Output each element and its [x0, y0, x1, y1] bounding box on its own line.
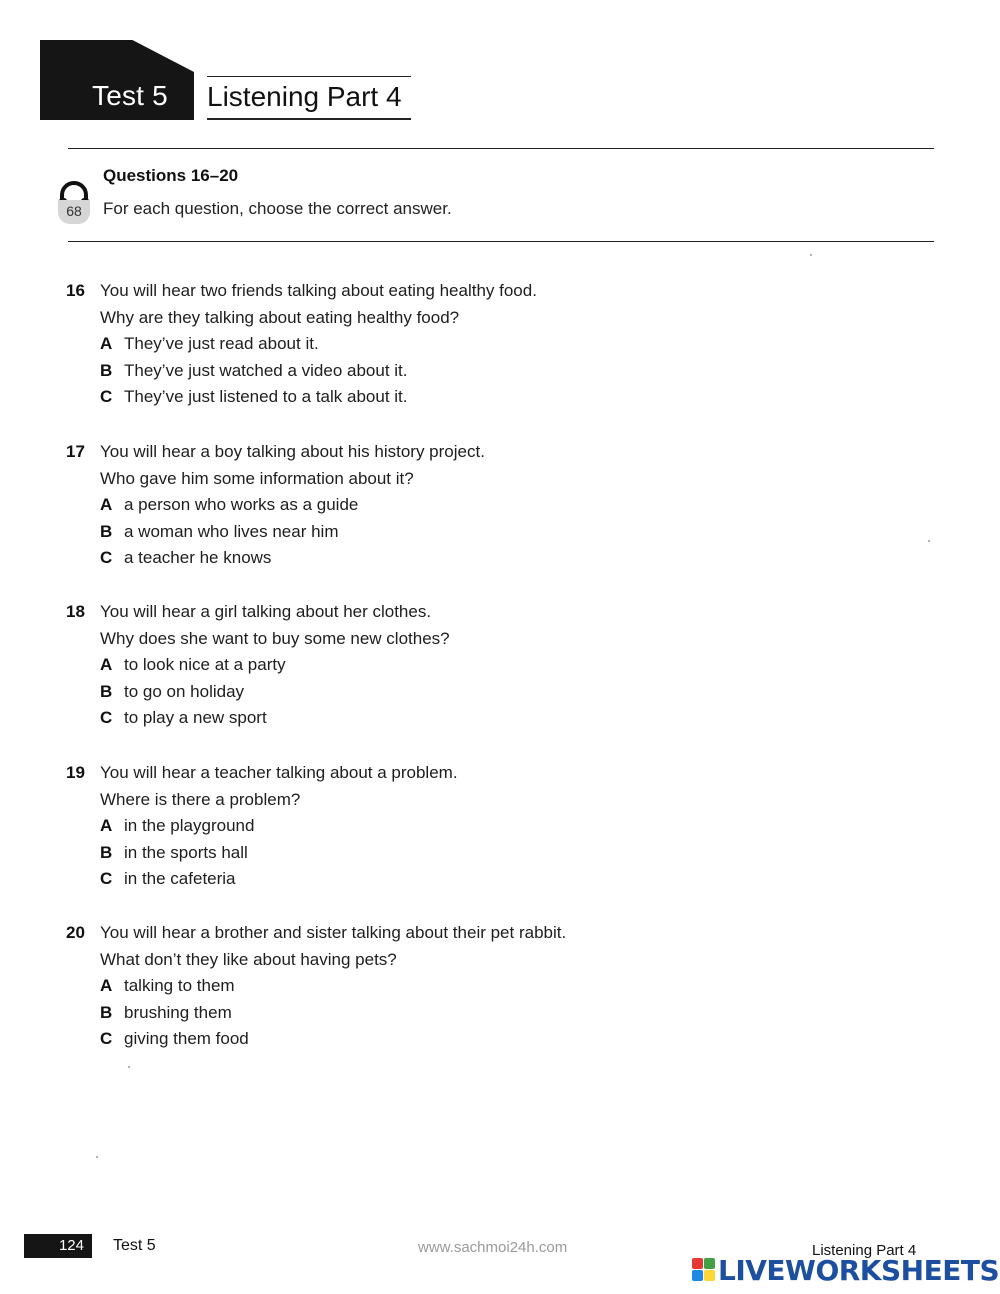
option-letter: A — [100, 495, 113, 514]
answer-option[interactable] — [66, 545, 766, 572]
scan-speck — [810, 254, 812, 256]
option-letter: C — [100, 1029, 113, 1048]
footer-test-label: Test 5 — [113, 1237, 156, 1254]
option-letter: C — [100, 387, 113, 406]
question-block — [66, 599, 766, 732]
answer-option[interactable] — [66, 1000, 766, 1027]
option-text: talking to them — [124, 976, 235, 995]
scan-speck — [96, 1156, 98, 1158]
divider-bottom — [68, 241, 934, 242]
option-letter: A — [100, 816, 113, 835]
answer-option[interactable] — [66, 705, 766, 732]
option-text: to go on holiday — [124, 681, 245, 701]
option-text: They’ve just listened to a talk about it. — [124, 387, 408, 406]
question-number: 19 — [66, 763, 85, 782]
option-text: a person who works as a guide — [124, 495, 359, 514]
option-text: in the sports hall — [124, 842, 248, 862]
answer-option[interactable] — [66, 679, 766, 706]
question-block — [66, 278, 766, 411]
instruction-text: For each question, choose the correct answer. — [103, 199, 452, 218]
option-text: They’ve just watched a video about it. — [124, 360, 408, 380]
question-prompt: You will hear a brother and sister talking about their pet rabbit. — [100, 923, 567, 942]
question-text: Where is there a problem? — [100, 789, 301, 809]
question-block — [66, 439, 766, 572]
option-text: in the cafeteria — [124, 869, 236, 888]
question-block — [66, 760, 766, 893]
track-number-badge: 68 — [58, 200, 90, 224]
question-text: Who gave him some information about it? — [100, 468, 414, 488]
footer-part-label: Listening Part 4 — [812, 1242, 917, 1259]
answer-option[interactable] — [66, 840, 766, 867]
option-letter: A — [100, 976, 113, 995]
option-text: a woman who lives near him — [124, 521, 339, 541]
scan-speck — [128, 1066, 130, 1068]
question-number: 17 — [66, 442, 85, 461]
question-text: Why are they talking about eating healthy food? — [100, 307, 460, 327]
answer-option[interactable] — [66, 652, 766, 679]
logo-text: LIVEWORKSHEETS — [718, 1254, 1000, 1287]
scan-speck — [928, 540, 930, 542]
option-text: a teacher he knows — [124, 548, 272, 567]
option-text: They’ve just read about it. — [124, 334, 319, 353]
option-letter: C — [100, 708, 113, 727]
option-text: to play a new sport — [124, 708, 267, 727]
option-letter: B — [100, 1002, 113, 1022]
question-number: 18 — [66, 602, 85, 621]
option-letter: B — [100, 360, 113, 380]
option-letter: A — [100, 655, 113, 674]
question-number: 16 — [66, 281, 85, 300]
question-number: 20 — [66, 923, 85, 942]
option-text: brushing them — [124, 1002, 232, 1022]
option-letter: B — [100, 681, 113, 701]
option-text: to look nice at a party — [124, 655, 286, 674]
question-range-heading: Questions 16–20 — [103, 166, 239, 185]
answer-option[interactable] — [66, 973, 766, 1000]
option-text: giving them food — [124, 1029, 249, 1048]
question-prompt: You will hear a boy talking about his history project. — [100, 442, 485, 461]
divider-top — [68, 148, 934, 149]
answer-option[interactable] — [66, 384, 766, 411]
option-letter: B — [100, 521, 113, 541]
question-prompt: You will hear a teacher talking about a problem. — [100, 763, 458, 782]
logo-blocks-icon — [692, 1258, 716, 1282]
answer-option[interactable] — [66, 492, 766, 519]
question-block — [66, 920, 766, 1053]
question-prompt: You will hear a girl talking about her clothes. — [100, 602, 432, 621]
answer-option[interactable] — [66, 1026, 766, 1053]
page-number: 124 — [24, 1234, 92, 1258]
option-letter: C — [100, 869, 113, 888]
answer-option[interactable] — [66, 331, 766, 358]
option-letter: A — [100, 334, 113, 353]
answer-option[interactable] — [66, 358, 766, 385]
liveworksheets-logo[interactable] — [692, 1254, 1000, 1288]
option-letter: B — [100, 842, 113, 862]
part-title: Listening Part 4 — [207, 76, 411, 120]
option-letter: C — [100, 548, 113, 567]
question-prompt: You will hear two friends talking about eating healthy food. — [100, 281, 537, 300]
watermark-url: www.sachmoi24h.com — [418, 1239, 568, 1256]
option-text: in the playground — [124, 816, 255, 835]
test-label: Test 5 — [92, 80, 168, 111]
question-text: What don’t they like about having pets? — [100, 949, 397, 969]
answer-option[interactable] — [66, 813, 766, 840]
answer-option[interactable] — [66, 866, 766, 893]
question-text: Why does she want to buy some new clothes? — [100, 628, 450, 648]
answer-option[interactable] — [66, 519, 766, 546]
